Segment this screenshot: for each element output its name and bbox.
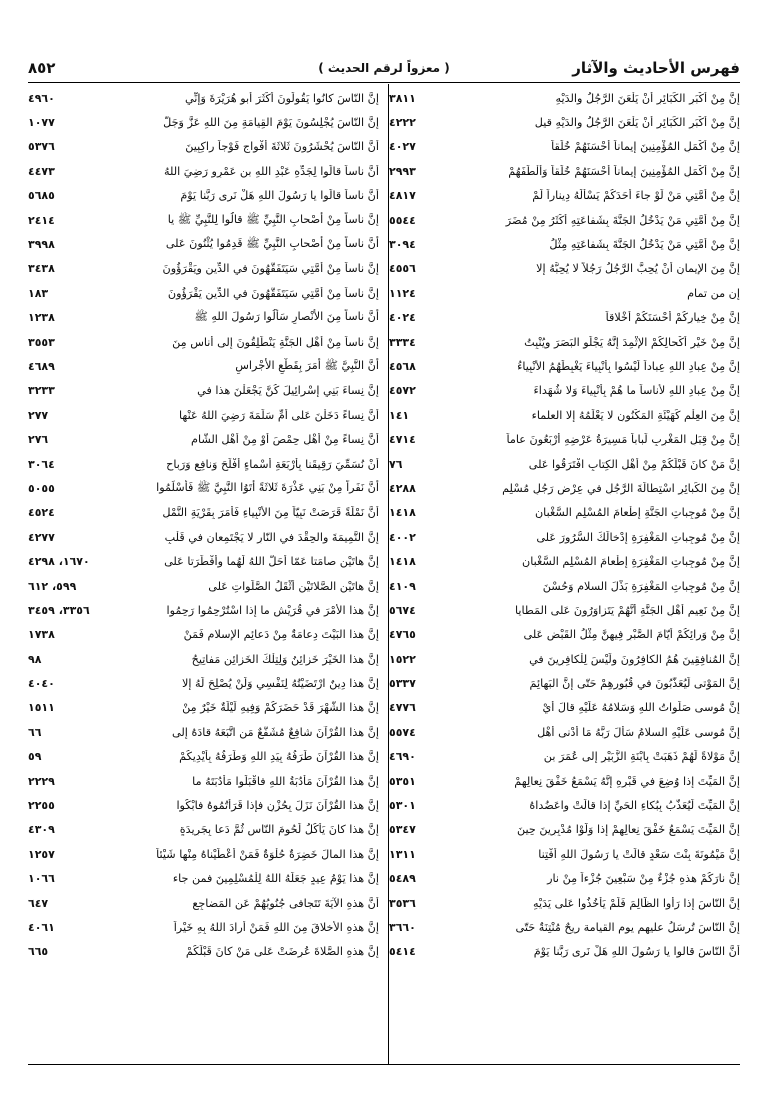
- hadith-entry: [389, 769, 740, 793]
- hadith-number: ٢٤١٤: [28, 213, 55, 227]
- hadith-number: ٣٨١١: [389, 91, 416, 105]
- hadith-number: ١٨٣: [28, 286, 49, 300]
- hadith-number: ١١٢٤: [389, 286, 416, 300]
- hadith-number: ٤٤٧٣: [28, 164, 55, 178]
- hadith-number: ٤٧١٤: [389, 433, 416, 447]
- hadith-number: ٣٠٩٤: [389, 238, 416, 252]
- hadith-entry: [389, 867, 740, 891]
- hadith-entry: [28, 232, 379, 256]
- hadith-text: إنَّ مِنْ خِيارِكُمْ أحْسَنَكُمْ أخْلاقاً: [605, 311, 740, 325]
- hadith-number: ٣٤٣٨: [28, 262, 55, 276]
- hadith-text: إنَّ هذهِ الأخلاقَ مِنَ اللهِ فَمَنْ أرادَ اللهُ بِهِ خَيْراً: [173, 920, 379, 934]
- hadith-number: ١٢٣٨: [28, 311, 55, 325]
- hadith-text: إنَّ مِنْ نَعِيمِ أهْلِ الجَنَّةِ أنَّهُمْ يَتَزاوَرُونَ عَلى المَطايا: [514, 603, 740, 617]
- hadith-entry: [389, 525, 740, 549]
- hadith-number: ٥٠٥٥: [28, 481, 55, 495]
- hadith-entry: [28, 842, 379, 866]
- hadith-text: أنَّ ناساً قالُوا لِجَدِّهِ عَبْدِ اللهِ بنِ عَمْرٍو رَضِيَ اللهُ: [164, 164, 379, 178]
- page-number: ٨٥٢: [28, 59, 56, 77]
- hadith-number: ٣٦٦٠: [389, 920, 416, 934]
- hadith-entry: [28, 452, 379, 476]
- hadith-entry: [28, 891, 379, 915]
- hadith-entry: [28, 306, 379, 330]
- hadith-number: ٥٤٨٩: [389, 872, 416, 886]
- hadith-entry: [28, 281, 379, 305]
- hadith-number: ٣٥٣٦: [389, 896, 416, 910]
- hadith-text: إنَّ المَيِّتَ لَيُعَذَّبُ بِبُكاءِ الحَيِّ إذا قالَتْ واعَضُداهُ: [529, 799, 740, 813]
- hadith-text: إنَّ هذا القُرْآنَ مَأْدُبَةُ اللهِ فاقْبَلُوا مَأْدُبَتَهُ ما: [192, 774, 379, 788]
- hadith-text: إنَّ مِنْ أكْمَلِ المُؤْمِنِينَ إيماناً أحْسَنَهُمْ خُلُقاً: [551, 140, 740, 154]
- hadith-number: ٤١٠٩: [389, 579, 416, 593]
- hadith-entry: [28, 208, 379, 232]
- hadith-number: ٤٥٦٨: [389, 359, 416, 373]
- hadith-text: إنَّ مِنْ مُوجِباتِ الجَنَّةِ إطْعامَ المُسْلِمِ السَّغْبانِ: [534, 506, 740, 520]
- hadith-entry: [28, 745, 379, 769]
- hadith-text: إنَّ النّاسَ كانُوا يَقُولُونَ أكْثَرَ أبو هُرَيْرَةَ وَإنِّي: [184, 91, 379, 105]
- hadith-number: ٤٧٧٦: [389, 701, 416, 715]
- hadith-number: ٤٢٢٢: [389, 116, 416, 130]
- hadith-number: ٦٦: [28, 725, 42, 739]
- hadith-number: ٤٠٢٤: [389, 311, 416, 325]
- hadith-entry: [389, 159, 740, 183]
- hadith-number: ١٦٧٠، ٤٢٩٨: [28, 555, 90, 569]
- hadith-number: ٣٢٣٣: [28, 384, 55, 398]
- hadith-text: إنَّ هذا القُرْآنَ طَرَفُهُ بِيَدِ اللهِ وَطَرَفُهُ بِأيْدِيكُمْ: [179, 750, 379, 764]
- hadith-number: ٤٦٨٩: [28, 359, 55, 373]
- hadith-number: ٢٧٧: [28, 408, 49, 422]
- hadith-number: ٤٣٠٩: [28, 823, 55, 837]
- hadith-entry: [28, 769, 379, 793]
- hadith-entry: [28, 647, 379, 671]
- hadith-text: إنَّ مِنْ مُوجِباتِ المَغْفِرَةِ إطْعامَ المُسْلِمِ السَّغْبانِ: [521, 555, 740, 569]
- hadith-number: ٥٣٣٧: [389, 677, 416, 691]
- hadith-entry: [389, 452, 740, 476]
- hadith-number: ٥٥٤٤: [389, 213, 416, 227]
- page-header: [28, 56, 740, 82]
- hadith-number: ٣٥٥٣: [28, 335, 55, 349]
- hadith-text: إنَّ مِنْ قِبَلِ المَغْرِبِ لَباباً مَسِيرَةُ عَرْضِهِ أرْبَعُونَ عاماً: [506, 433, 740, 447]
- hadith-text: إنَّ مَيْمُونَةَ بِنْتَ سَعْدٍ قالَتْ يا رَسُولَ اللهِ أفْتِنا: [538, 847, 740, 861]
- hadith-number: ٦٦٥: [28, 945, 49, 959]
- hadith-number: ٤٧٦٥: [389, 628, 416, 642]
- hadith-entry: [28, 159, 379, 183]
- hadith-entry: [389, 574, 740, 598]
- hadith-text: إنَّ مُوسى عَلَيْهِ السلامُ سَألَ رَبَّهُ مَا أدْنى أهْلِ: [537, 725, 740, 739]
- hadith-entry: [28, 330, 379, 354]
- hadith-text: إنَّ مَنْ كانَ قَبْلَكُمْ مِنْ أهْلِ الكِتابِ افْتَرَقُوا عَلى: [528, 457, 740, 471]
- hadith-text: إنَّ ناساً مِنْ أُمَّتِي سَيَتَفَقَّهُونَ في الدِّينِ يَقْرَؤُونَ: [167, 286, 379, 300]
- hadith-entry: [389, 915, 740, 939]
- hadith-number: ٢٧٦: [28, 433, 49, 447]
- hadith-entry: [389, 793, 740, 817]
- hadith-entry: [389, 354, 740, 378]
- hadith-entry: [389, 184, 740, 208]
- hadith-number: ٣٣٥٦، ٣٤٥٩: [28, 603, 90, 617]
- hadith-text: إنَّ هذا المالَ خَضِرَةٌ حُلْوَةٌ فَمَنْ أعْطَيْناهُ مِنْها شَيْئاً: [156, 847, 379, 861]
- hadith-entry: [389, 647, 740, 671]
- hadith-text: إنَّ مِنْ عِبادِ اللهِ عِباداً لَيْسُوا بِأنْبِياءَ يَغْبِطُهُمُ الأنْبِياءُ: [517, 359, 740, 373]
- hadith-entry: [389, 720, 740, 744]
- hadith-text: إنَّ النّاسَ يُجْلِسُونَ يَوْمَ القِيامَةِ مِنَ اللهِ عَزَّ وَجَلَّ: [163, 116, 379, 130]
- hadith-text: إنَّ المُنافِقِينَ هُمُ الكافِرُونَ ولَيْسَ لِلْكافِرِينَ في: [529, 652, 740, 666]
- hadith-text: إنَّ النَّمِيمَةَ والحِقْدَ في النّارِ لا يَجْتَمِعانِ في قَلْبِ: [164, 530, 379, 544]
- hadith-text: إنَّ المَيِّتَ يَسْمَعُ خَفْقَ نِعالِهِمْ إذا وَلَّوْا مُدْبِرِينَ حِينَ: [517, 823, 740, 837]
- hadith-number: ٥٥٧٤: [389, 725, 416, 739]
- hadith-text: إنَّ مِنْ مُوجِباتِ المَغْفِرَةِ بَذْلَ السلامِ وَحُسْنَ: [542, 579, 740, 593]
- header-rule: [28, 82, 740, 83]
- hadith-entry: [389, 330, 740, 354]
- hadith-text: إنَّ مِنَ الكَبائِرِ اسْتِطالَةَ الرَّجُلِ في عِرْضِ رَجُلٍ مُسْلِمٍ: [502, 481, 740, 495]
- hadith-text: أنَّ ناساً قالُوا يا رَسُولَ اللهِ هَلْ نَرى رَبَّنا يَوْمَ: [180, 189, 379, 203]
- hadith-entry: [28, 403, 379, 427]
- hadith-entry: [389, 745, 740, 769]
- hadith-text: إنَّ هذا القُرْآنَ نَزَلَ بِحُزْنٍ فإذا قَرَأْتُمُوهُ فابْكُوا: [176, 799, 379, 813]
- hadith-text: إنَّ هذا الأمْرَ في قُرَيْشٍ ما إذا اسْتُرْحِمُوا رَحِمُوا: [166, 603, 379, 617]
- index-page: [28, 56, 740, 1066]
- hadith-text: إنَّ مِنْ مُوجِباتِ المَغْفِرَةِ إدْخالَكَ السُّرُورَ عَلى: [536, 530, 740, 544]
- hadith-number: ٤٠٢٧: [389, 140, 416, 154]
- hadith-text: إنَّ ناساً مِنْ أهْلِ الجَنَّةِ يَنْطَلِقُونَ إلى أُناسٍ مِنَ: [172, 335, 379, 349]
- hadith-text: إنَّ هذا يَوْمُ عِيدٍ جَعَلَهُ اللهُ لِلْمُسْلِمِينَ فمن جاء: [172, 872, 379, 886]
- hadith-entry: [389, 671, 740, 695]
- hadith-text: أنَّ ناساً مِنْ أصْحابِ النَّبِيِّ ﷺ قَدِمُوا يُثْنُونَ عَلى: [165, 237, 379, 251]
- hadith-text: إنَّ المَوْتى لَيُعَذَّبُونَ في قُبُورِهِمْ حَتّى إنَّ البَهائِمَ: [529, 677, 740, 691]
- hadith-number: ٢٢٥٥: [28, 799, 55, 813]
- hadith-text: إن من تمام: [687, 286, 740, 300]
- hadith-number: ٤٠٠٢: [389, 530, 416, 544]
- hadith-entry: [28, 915, 379, 939]
- hadith-entry: [28, 671, 379, 695]
- hadith-number: ٣٣٣٤: [389, 335, 416, 349]
- hadith-text: إنَّ هاتَيْنِ الصَّلاتَيْنِ أثْقَلُ الصَّلَواتِ عَلى: [208, 579, 379, 593]
- hadith-entry: [389, 208, 740, 232]
- hadith-entry: [389, 891, 740, 915]
- hadith-number: ٥٩: [28, 750, 42, 764]
- hadith-number: ٥٩٩، ٦١٢: [28, 579, 77, 593]
- hadith-entry: [28, 427, 379, 451]
- hadith-text: إنَّ هذهِ الصَّلاةَ عُرِضَتْ عَلى مَنْ كانَ قَبْلَكُمْ: [185, 945, 379, 959]
- hadith-number: ١٣١١: [389, 847, 416, 861]
- hadith-number: ١٢٥٧: [28, 847, 55, 861]
- hadith-entry: [28, 476, 379, 500]
- hadith-text: أنَّ ناساً مِنَ الأنْصارِ سَألُوا رَسُولَ اللهِ ﷺ: [194, 310, 379, 324]
- hadith-entry: [28, 793, 379, 817]
- hadith-text: إنَّ النّاسَ إذا رَأوا الظّالِمَ فَلَمْ يَأْخُذُوا عَلى يَدَيْهِ: [532, 896, 740, 910]
- hadith-number: ٤٠٤٠: [28, 677, 55, 691]
- hadith-entry: [28, 354, 379, 378]
- hadith-entry: [389, 306, 740, 330]
- hadith-entry: [389, 281, 740, 305]
- hadith-text: إنَّ هذا دِينٌ ارْتَضَيْتُهُ لِنَفْسِي وَلَنْ يُصْلِحَ لَهُ إلا: [181, 677, 379, 691]
- hadith-entry: [389, 549, 740, 573]
- hadith-text: أنَّ نَفَراً مِنْ بَنِي عَذْرَةَ ثَلاثَةً أتَوُا النَّبِيَّ ﷺ فَأسْلَمُوا: [156, 480, 379, 494]
- hadith-text: إنَّ هذا القُرْآنَ شافِعٌ مُشَفَّعٌ مَنِ اتَّبَعَهُ قادَهُ إلى: [172, 725, 379, 739]
- hadith-number: ١٠٧٧: [28, 116, 55, 130]
- hadith-text: إنَّ هذا كانَ يَأْكُلُ لُحُومَ النّاسِ ثُمَّ دَعا بِجَرِيدَةٍ: [179, 823, 379, 837]
- hadith-number: ٩٨: [28, 652, 42, 666]
- hadith-entry: [28, 549, 379, 573]
- hadith-text: إنَّ مِنْ وَرائِكُمْ أيّامَ الصَّبْرِ فِيهِنَّ مِثْلُ القَبْضِ عَلى: [523, 628, 740, 642]
- hadith-entry: [28, 86, 379, 110]
- hadith-text: أنْ نُسَمِّيَ رَقِيقَنا بِأرْبَعَةِ أسْماءٍ أفْلَحَ وَنافِعٍ وَرَباحٍ: [166, 457, 379, 471]
- hadith-text: إنَّ مِنْ أُمَّتِي مَنْ يَدْخُلُ الجَنَّةَ بِشَفاعَتِهِ مِثْلُ: [549, 238, 740, 252]
- hadith-entry: [28, 379, 379, 403]
- hadith-text: أنَّ هذهِ الآيَةَ تَتَجافى جُنُوبُهُمْ عَنِ المَضاجِعِ: [192, 896, 379, 910]
- hadith-entry: [389, 476, 740, 500]
- hadith-number: ٤٥٥٦: [389, 262, 416, 276]
- hadith-entry: [389, 696, 740, 720]
- hadith-text: أنَّ نَمْلَةً قَرَصَتْ نَبِيّاً مِنَ الأنْبِياءِ فَأمَرَ بِقَرْيَةِ النَّمْلِ: [162, 506, 379, 520]
- hadith-text: إنَّ مِنْ خَيْرِ أكْحالِكُمْ الإثْمِدَ إنَّهُ يَجْلُو البَصَرَ ويُنْبِتُ: [524, 335, 740, 349]
- hadith-text: إنَّ مِنْ أُمَّتِي مَنْ يَدْخُلُ الجَنَّةَ بِشَفاعَتِهِ أكْثَرُ مِنْ مُضَرَ: [505, 213, 740, 227]
- right-column: [389, 86, 740, 1062]
- hadith-entry: [389, 623, 740, 647]
- hadith-number: ٤٨١٧: [389, 189, 416, 203]
- page-title: فهرس الأحاديث والآثار: [572, 59, 740, 77]
- hadith-number: ٥٣٤٧: [389, 823, 416, 837]
- hadith-number: ١٤١٨: [389, 555, 416, 569]
- hadith-entry: [389, 501, 740, 525]
- hadith-number: ٥٦٨٥: [28, 189, 55, 203]
- hadith-text: إنَّ مُوسى صَلَواتُ اللهِ وَسَلامُهُ عَلَيْهِ قالَ أيْ: [542, 701, 740, 715]
- hadith-text: إنَّ المَيِّتَ إذا وُضِعَ في قَبْرِهِ إنَّهُ يَسْمَعُ خَفْقَ نِعالِهِمْ: [514, 774, 740, 788]
- hadith-text: أنَّ النّاسَ يُحْشَرُونَ ثَلاثَةَ أفْواجٍ فَوْجاً راكِبِينَ: [185, 140, 379, 154]
- hadith-text: أنَّ النَّبِيَّ ﷺ أمَرَ بِقَطْعِ الأجْراسِ: [235, 358, 379, 372]
- hadith-text: أنَّ نِساءً مِنْ أهْلِ حِمْصَ أوْ مِنْ أهْلِ الشّامِ: [191, 433, 379, 447]
- hadith-text: إنَّ مِنْ أكْمَلِ المُؤْمِنِينَ إيماناً أحْسَنَهُمْ خُلُقاً وَألْطَفَهُمْ: [508, 164, 740, 178]
- hadith-number: ٥٣٥١: [389, 774, 416, 788]
- hadith-entry: [389, 598, 740, 622]
- hadith-number: ١٤١: [389, 408, 410, 422]
- hadith-entry: [389, 842, 740, 866]
- hadith-number: ٤٩٦٠: [28, 91, 55, 105]
- hadith-entry: [389, 86, 740, 110]
- hadith-text: أنَّ نِساءً دَخَلْنَ عَلى أُمِّ سَلَمَةَ رَضِيَ اللهُ عَنْها: [179, 408, 379, 422]
- hadith-entry: [28, 940, 379, 964]
- hadith-entry: [28, 598, 379, 622]
- hadith-entry: [389, 232, 740, 256]
- hadith-entry: [28, 501, 379, 525]
- hadith-text: إنَّ هذا الخَيْرَ خَزائِنُ وَلِتِلْكَ الخَزائِنِ مَفاتِيحُ: [191, 652, 379, 666]
- hadith-number: ٥٤١٤: [389, 945, 416, 959]
- hadith-text: إنَّ مِنَ الإيمانِ أنْ يُحِبَّ الرَّجُلُ رَجُلاً لا يُحِبُّهُ إلا: [536, 262, 740, 276]
- hadith-entry: [389, 403, 740, 427]
- hadith-entry: [28, 257, 379, 281]
- hadith-text: أنَّ النّاسَ قالوا يا رَسُولَ اللهِ هَلْ نَرى رَبَّنا يَوْمَ: [533, 945, 740, 959]
- hadith-number: ٦٤٧: [28, 896, 49, 910]
- hadith-text: إنَّ نارَكُمْ هذهِ جُزْءٌ مِنْ سَبْعِينَ جُزْءاً مِنْ نارِ: [547, 872, 740, 886]
- hadith-entry: [389, 940, 740, 964]
- hadith-number: ٧٦: [389, 457, 403, 471]
- hadith-number: ٤٢٧٧: [28, 530, 55, 544]
- hadith-entry: [389, 257, 740, 281]
- hadith-number: ١٧٣٨: [28, 628, 55, 642]
- hadith-number: ٤٠٦١: [28, 920, 55, 934]
- hadith-text: إنَّ مِنْ عِبادِ اللهِ لأناساً ما هُمْ بِأنْبِياءَ وَلا شُهَداءَ: [533, 384, 740, 398]
- hadith-text: إنَّ هذا البَيْتَ دِعامَةٌ مِنْ دَعائِمِ الإسلامِ فَمَنْ: [183, 628, 379, 642]
- hadith-entry: [28, 696, 379, 720]
- hadith-text: إنَّ مِنْ أُمَّتِي مَنْ لَوْ جاءَ أحَدَكُمْ يَسْألُهُ دِيناراً لَمْ: [532, 189, 740, 203]
- hadith-entry: [28, 110, 379, 134]
- hadith-text: إنَّ نِساءَ بَنِي إسْرائِيلَ كُنَّ يَجْعَلْنَ هذا في: [197, 384, 379, 398]
- footer-rule: [28, 1064, 740, 1065]
- hadith-text: إنَّ ناساً مِنْ أُمَّتِي سَيَتَفَقَّهُونَ في الدِّينِ ويَقْرَؤُونَ: [162, 262, 379, 276]
- hadith-text: إنَّ هاتَيْنِ صامَتا عَمّا أحَلَّ اللهُ لَهُما وأفْطَرَتا عَلى: [164, 555, 379, 569]
- hadith-number: ١٥٢٢: [389, 652, 416, 666]
- hadith-text: إنَّ مِنْ أكْبَرِ الكَبَائِرِ أنْ يَلْعَنَ الرَّجُلُ والدَيْهِ قيل: [534, 116, 740, 130]
- hadith-number: ٤٥٢٤: [28, 506, 55, 520]
- hadith-number: ١٤١٨: [389, 506, 416, 520]
- hadith-number: ٤٢٨٨: [389, 481, 416, 495]
- hadith-number: ٥٦٧٤: [389, 603, 416, 617]
- hadith-entry: [28, 184, 379, 208]
- hadith-entry: [28, 135, 379, 159]
- hadith-entry: [389, 379, 740, 403]
- hadith-text: إنَّ هذا الشَّهْرَ قَدْ حَضَرَكُمْ وَفِيهِ لَيْلَةٌ خَيْرٌ مِنْ: [182, 701, 379, 715]
- hadith-entry: [389, 110, 740, 134]
- hadith-number: ٤٦٩٠: [389, 750, 416, 764]
- page-subtitle: ( معزواً لرقم الحديث ): [318, 61, 450, 75]
- left-column: [28, 86, 379, 1062]
- hadith-number: ٢٢٢٩: [28, 774, 55, 788]
- hadith-number: ١٥١١: [28, 701, 55, 715]
- hadith-text: إنَّ مِنَ العِلْمِ كَهَيْئَةِ المَكْنُونِ لا يَعْلَمُهُ إلا العلماء: [531, 408, 740, 422]
- hadith-number: ١٠٦٦: [28, 872, 55, 886]
- hadith-text: إنَّ النّاسَ تُرسَلُ عليهم يوم القيامة ريحٌ مُنْتِنَةٌ حَتّى: [515, 920, 740, 934]
- hadith-entry: [28, 623, 379, 647]
- hadith-text: إنَّ مِنْ أكْبَرِ الكَبَائِرِ أنْ يَلْعَنَ الرَّجُلُ والدَيْهِ: [555, 91, 740, 105]
- hadith-text: إنَّ ناساً مِنْ أصْحابِ النَّبِيِّ ﷺ قالُوا لِلنَّبِيِّ ﷺ يا: [167, 212, 379, 226]
- hadith-text: إنَّ مَوْلاةً لَهُمْ ذَهَبَتْ بِابْنَةِ الزُّبَيْرِ إلى عُمَرَ بنِ: [543, 750, 740, 764]
- hadith-entry: [28, 818, 379, 842]
- hadith-number: ٣٩٩٨: [28, 238, 55, 252]
- hadith-entry: [389, 818, 740, 842]
- hadith-number: ٥٣٠١: [389, 799, 416, 813]
- hadith-entry: [28, 720, 379, 744]
- hadith-entry: [389, 427, 740, 451]
- hadith-entry: [28, 525, 379, 549]
- hadith-entry: [28, 867, 379, 891]
- hadith-entry: [389, 135, 740, 159]
- hadith-number: ٣٠٦٤: [28, 457, 55, 471]
- hadith-number: ٢٩٩٣: [389, 164, 416, 178]
- hadith-entry: [28, 574, 379, 598]
- hadith-number: ٥٣٧٦: [28, 140, 55, 154]
- hadith-number: ٤٥٧٢: [389, 384, 416, 398]
